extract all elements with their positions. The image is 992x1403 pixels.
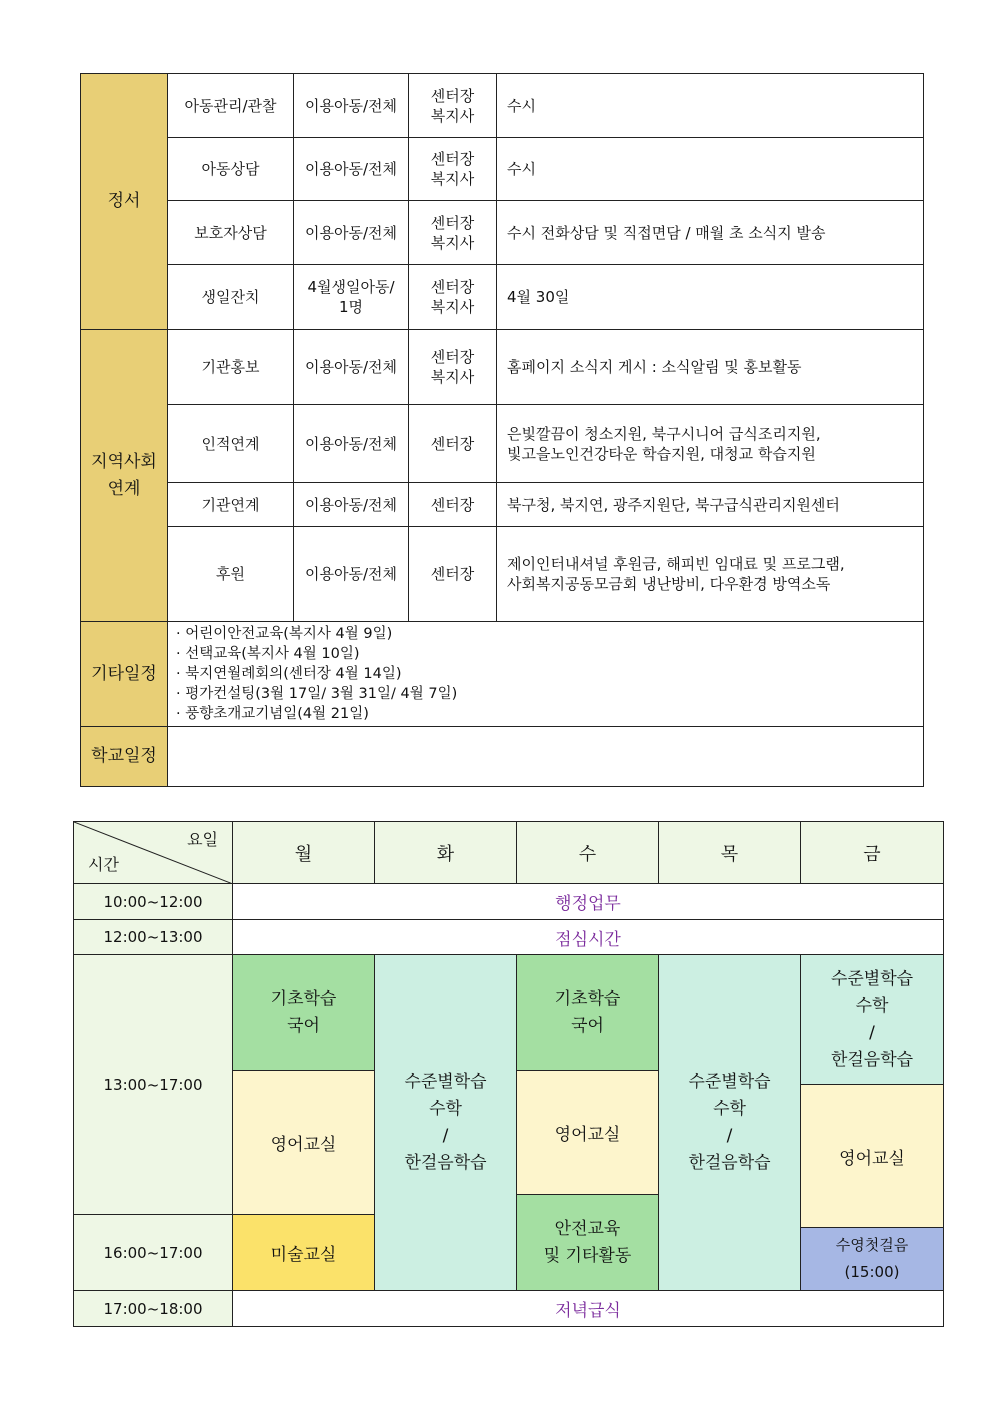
plan-row <box>81 265 924 330</box>
wed-english-class: 영어교실 <box>517 1071 659 1195</box>
fri-swimming: 수영첫걸음 (15:00) <box>801 1228 944 1291</box>
fri-english-class: 영어교실 <box>801 1085 944 1228</box>
target-cell: 이용아동/전체 <box>294 201 409 265</box>
plan-row <box>81 201 924 265</box>
time-cell: 13:00~17:00 <box>74 955 233 1215</box>
monthly-plan-table <box>80 73 924 787</box>
other-schedule-label: 기타일정 <box>81 622 168 727</box>
corner-day-label: 요일 <box>187 830 218 849</box>
time-cell: 10:00~12:00 <box>74 884 233 920</box>
mon-art-class: 미술교실 <box>233 1215 375 1291</box>
staff-cell: 센터장 복지사 <box>409 138 497 201</box>
activity-cell: 인적연계 <box>168 405 294 483</box>
other-schedule-item: · 북지연월례회의(센터장 4월 14일) <box>176 666 402 682</box>
target-cell: 이용아동/전체 <box>294 483 409 527</box>
staff-cell: 센터장 <box>409 527 497 622</box>
target-cell: 이용아동/전체 <box>294 405 409 483</box>
day-header: 수 <box>517 822 659 884</box>
admin-work-cell: 행정업무 <box>233 884 944 920</box>
activity-cell: 아동관리/관찰 <box>168 74 294 138</box>
content-cell: 은빛깔끔이 청소지원, 북구시니어 급식조리지원, 빛고을노인건강타운 학습지원, 대청교 학습지원 <box>497 405 924 483</box>
content-cell: 수시 전화상담 및 직접면담 / 매월 초 소식지 발송 <box>497 201 924 265</box>
plan-row <box>81 405 924 483</box>
content-cell: 북구청, 북지연, 광주지원단, 북구급식관리지원센터 <box>497 483 924 527</box>
plan-row <box>81 74 924 138</box>
activity-cell: 기관연계 <box>168 483 294 527</box>
activity-cell: 아동상담 <box>168 138 294 201</box>
wed-basic-learning: 기초학습 국어 <box>517 955 659 1071</box>
school-schedule-content <box>168 727 924 787</box>
content-cell: 수시 <box>497 138 924 201</box>
day-header: 월 <box>233 822 375 884</box>
activity-cell: 후원 <box>168 527 294 622</box>
dinner-cell: 저녁급식 <box>233 1291 944 1327</box>
staff-cell: 센터장 복지사 <box>409 74 497 138</box>
other-schedule-item: · 평가컨설팅(3월 17일/ 3월 31일/ 4월 7일) <box>176 686 458 702</box>
staff-cell: 센터장 <box>409 483 497 527</box>
schedule-row <box>74 1291 944 1327</box>
weekly-schedule-table <box>73 821 944 1327</box>
content-cell: 4월 30일 <box>497 265 924 330</box>
mon-basic-learning: 기초학습 국어 <box>233 955 375 1071</box>
other-schedule-row <box>81 622 924 727</box>
tue-level-learning: 수준별학습 수학 / 한걸음학습 <box>375 955 517 1291</box>
day-header: 금 <box>801 822 944 884</box>
schedule-row <box>74 955 944 1071</box>
time-cell: 17:00~18:00 <box>74 1291 233 1327</box>
fri-level-learning: 수준별학습 수학 / 한걸음학습 <box>801 955 944 1085</box>
corner-cell <box>74 822 233 884</box>
other-schedule-item: · 선택교육(복지사 4월 10일) <box>176 646 360 662</box>
day-header: 목 <box>659 822 801 884</box>
school-schedule-row <box>81 727 924 787</box>
content-cell: 제이인터내셔널 후원금, 해피빈 임대료 및 프로그램, 사회복지공동모금회 냉난방비, 다우환경 방역소독 <box>497 527 924 622</box>
schedule-row <box>74 884 944 920</box>
time-cell: 12:00~13:00 <box>74 920 233 955</box>
activity-cell: 보호자상담 <box>168 201 294 265</box>
corner-time-label: 시간 <box>88 855 119 874</box>
other-schedule-item: · 어린이안전교육(복지사 4월 9일) <box>176 626 393 642</box>
target-cell: 이용아동/전체 <box>294 527 409 622</box>
lunch-cell: 점심시간 <box>233 920 944 955</box>
staff-cell: 센터장 복지사 <box>409 265 497 330</box>
target-cell: 이용아동/전체 <box>294 330 409 405</box>
content-cell: 홈페이지 소식지 게시 : 소식알림 및 홍보활동 <box>497 330 924 405</box>
day-header-row <box>74 822 944 884</box>
school-schedule-label: 학교일정 <box>81 727 168 787</box>
target-cell: 4월생일아동/ 1명 <box>294 265 409 330</box>
target-cell: 이용아동/전체 <box>294 138 409 201</box>
category-cell: 정서 <box>81 74 168 330</box>
content-cell: 수시 <box>497 74 924 138</box>
target-cell: 이용아동/전체 <box>294 74 409 138</box>
other-schedule-item: · 풍향초개교기념일(4월 21일) <box>176 706 369 722</box>
staff-cell: 센터장 복지사 <box>409 330 497 405</box>
category-cell: 지역사회 연계 <box>81 330 168 622</box>
mon-english-class: 영어교실 <box>233 1071 375 1215</box>
plan-row <box>81 483 924 527</box>
schedule-row <box>74 920 944 955</box>
time-cell: 16:00~17:00 <box>74 1215 233 1291</box>
plan-row <box>81 138 924 201</box>
other-schedule-list <box>168 622 924 727</box>
thu-level-learning: 수준별학습 수학 / 한걸음학습 <box>659 955 801 1291</box>
staff-cell: 센터장 <box>409 405 497 483</box>
plan-row <box>81 330 924 405</box>
activity-cell: 기관홍보 <box>168 330 294 405</box>
wed-safety-education: 안전교육 및 기타활동 <box>517 1195 659 1291</box>
plan-row <box>81 527 924 622</box>
activity-cell: 생일잔치 <box>168 265 294 330</box>
staff-cell: 센터장 복지사 <box>409 201 497 265</box>
day-header: 화 <box>375 822 517 884</box>
